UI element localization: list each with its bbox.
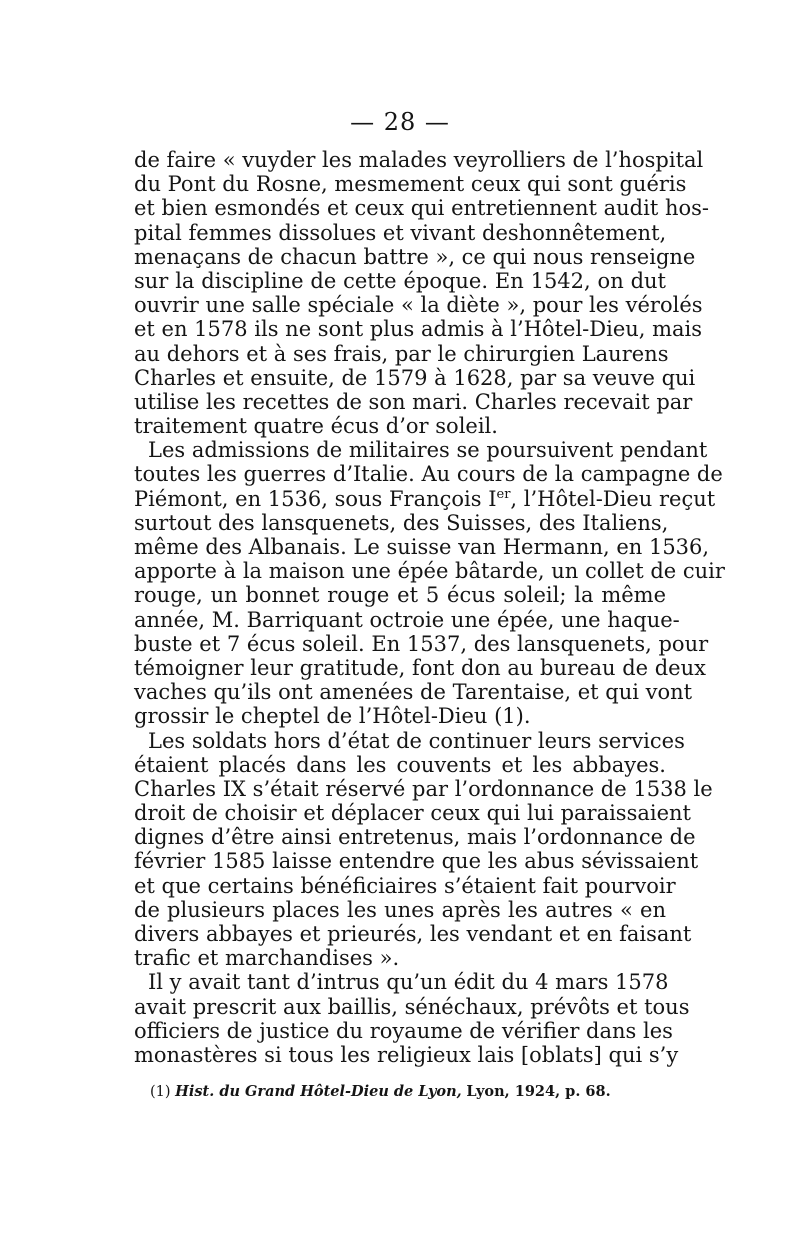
text-line: ouvrir une salle spéciale « la diète », pour les vérolés	[134, 293, 703, 318]
text-line: au dehors et à ses frais, par le chirurgien Laurens	[134, 341, 669, 366]
text-line: trafic et marchandises ».	[134, 946, 400, 971]
text-line: février 1585 laisse entendre que les abus sévissaient	[134, 849, 699, 874]
text-line: officiers de justice du royaume de vérifier dans les	[134, 1018, 673, 1043]
text-line: étaient placés dans les couvents et les abbayes.	[134, 752, 666, 777]
text-line: traitement quatre écus d’or soleil.	[134, 414, 498, 439]
footnote-marker: (1)	[150, 1084, 171, 1100]
footnote-reference: Lyon, 1924, p. 68.	[466, 1083, 611, 1100]
text-line: avait prescrit aux baillis, sénéchaux, prévôts et tous	[134, 994, 690, 1019]
text-line: du Pont du Rosne, mesmement ceux qui sont guéris	[134, 172, 687, 197]
text-line: de plusieurs places les unes après les autres « en	[134, 897, 666, 922]
text-line: sur la discipline de cette époque. En 1542, on dut	[134, 268, 666, 293]
footnote	[150, 1082, 650, 1102]
text-line: toutes les guerres d’Italie. Au cours de la campagne de	[134, 462, 723, 487]
text-line: apporte à la maison une épée bâtarde, un collet de cuir	[134, 559, 725, 584]
text-line: utilise les recettes de son mari. Charles recevait par	[134, 389, 693, 414]
text-line: rouge, un bonnet rouge et 5 écus soleil; la même	[134, 583, 666, 608]
text-line: Il y avait tant d’intrus qu’un édit du 4 mars 1578	[148, 970, 669, 995]
text-line: de faire « vuyder les malades veyrolliers de l’hospital	[134, 148, 704, 172]
text-line: divers abbayes et prieurés, les vendant et en faisant	[134, 922, 692, 946]
text-line: et que certains bénéficiaires s’étaient fait pourvoir	[134, 873, 676, 898]
text-line: Les admissions de militaires se poursuivent pendant	[148, 438, 708, 463]
text-line: et en 1578 ils ne sont plus admis à l’Hôtel-Dieu, mais	[134, 317, 703, 342]
text-line: même des Albanais. Le suisse van Hermann, en 1536,	[134, 535, 710, 559]
text-line: buste et 7 écus soleil. En 1537, des lansquenets, pour	[134, 631, 709, 656]
text-line: année, M. Barriquant octroie une épée, une haque-	[134, 607, 680, 632]
text-line: surtout des lansquenets, des Suisses, des Italiens,	[134, 510, 669, 535]
text-line: dignes d’être ainsi entretenus, mais l’ordonnance de	[134, 825, 696, 850]
page-number: — 28 —	[350, 108, 450, 136]
text-segment: Piémont, en 1536, sous François I	[134, 486, 497, 511]
text-line: Charles et ensuite, de 1579 à 1628, par sa veuve qui	[134, 365, 696, 390]
text-line: Les soldats hors d’état de continuer leurs services	[148, 728, 685, 753]
body-text	[134, 148, 725, 1067]
text-line: monastères si tous les religieux lais [oblats] qui s’y	[134, 1042, 679, 1067]
text-line: et bien esmondés et ceux qui entretiennent audit hos-	[134, 196, 709, 221]
footnote-title: Hist. du Grand Hôtel-Dieu de Lyon,	[175, 1083, 462, 1100]
superscript: er	[496, 486, 511, 502]
text-line: vaches qu’ils ont amenées de Tarentaise, et qui vont	[134, 680, 693, 705]
text-line: menaçans de chacun battre », ce qui nous renseigne	[134, 244, 696, 269]
text-line: pital femmes dissolues et vivant deshonnêtement,	[134, 220, 667, 245]
text-line: grossir le cheptel de l’Hôtel-Dieu (1).	[134, 704, 531, 729]
text-line: Charles IX s’était réservé par l’ordonnance de 1538 le	[134, 776, 713, 801]
text-segment: , l’Hôtel-Dieu reçut	[510, 486, 716, 511]
text-line-with-superscript	[134, 486, 716, 511]
text-line: droit de choisir et déplacer ceux qui lui paraissaient	[134, 801, 691, 826]
text-line: témoigner leur gratitude, font don au bureau de deux	[134, 655, 706, 680]
